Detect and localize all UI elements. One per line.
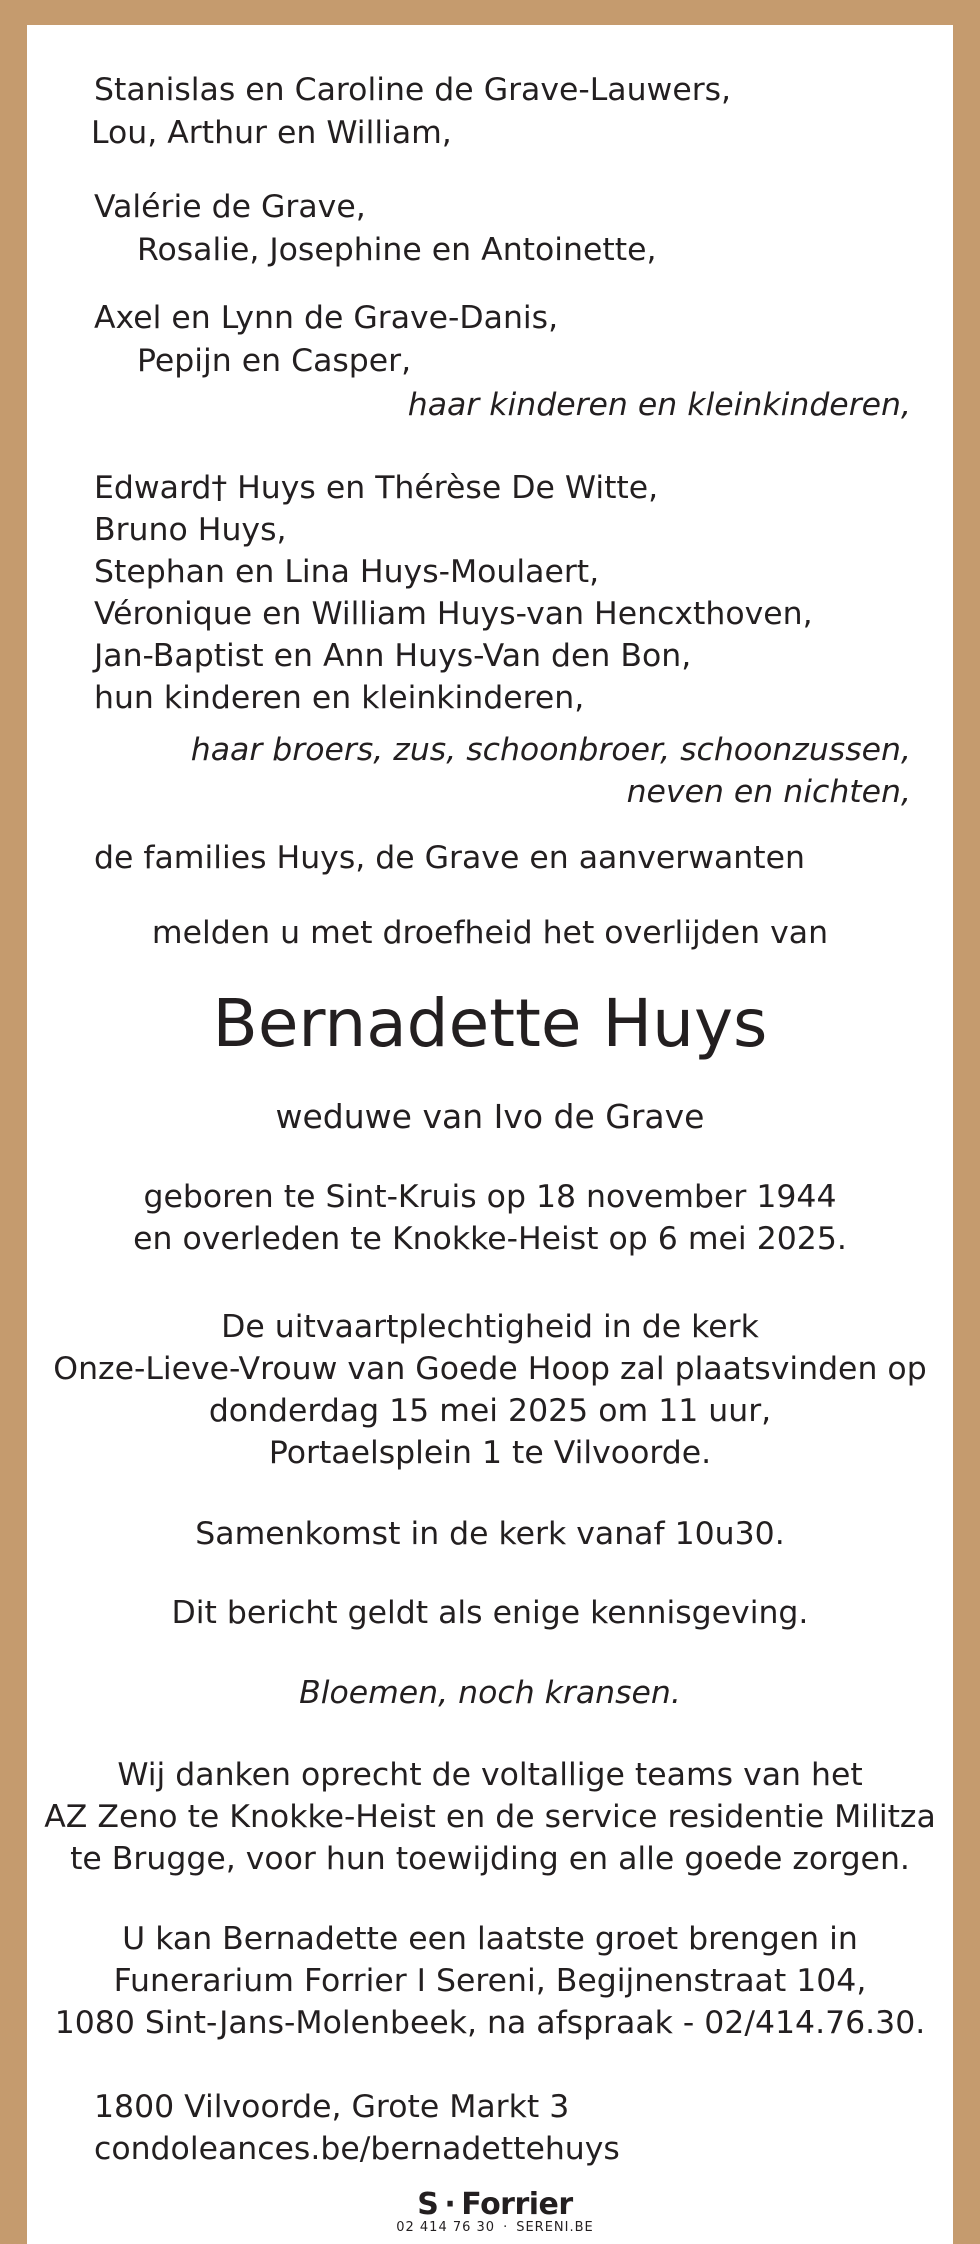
logo-phone: 02 414 76 30 <box>396 2220 496 2235</box>
siblings-caption: neven en nichten, <box>626 774 911 810</box>
announce-line: melden u met droefheid het overlijden van <box>151 915 829 951</box>
funeral-home-logo <box>317 2186 673 2244</box>
logo-wordmark <box>317 2187 673 2222</box>
logo-separator: · <box>503 2220 509 2235</box>
family-line: Stanislas en Caroline de Grave-Lauwers, <box>94 72 732 108</box>
sibling-line: Véronique en William Huys-van Hencxthoven, <box>94 596 813 632</box>
ceremony-line: Onze-Lieve-Vrouw van Goede Hoop zal plaatsvinden op <box>53 1351 927 1387</box>
obituary-card <box>27 25 953 2244</box>
deceased-name: Bernadette Huys <box>212 985 768 1062</box>
ceremony-line: donderdag 15 mei 2025 om 11 uur, <box>208 1393 772 1429</box>
logo-site: SERENI.BE <box>516 2220 594 2235</box>
visit-line: U kan Bernadette een laatste groet brengen in <box>122 1921 858 1957</box>
visit-line: 1080 Sint-Jans-Molenbeek, na afspraak - 02/414.76.30. <box>54 2005 926 2041</box>
condolence-link[interactable]: condoleances.be/bernadettehuys <box>94 2131 620 2167</box>
siblings-caption: haar broers, zus, schoonbroer, schoonzussen, <box>190 732 911 768</box>
sibling-line: Stephan en Lina Huys-Moulaert, <box>94 554 600 590</box>
logo-brand: Forrier <box>461 2187 573 2222</box>
families-line: de families Huys, de Grave en aanverwanten <box>94 840 805 876</box>
birth-line: geboren te Sint-Kruis op 18 november 1944 <box>143 1179 837 1215</box>
family-line: Valérie de Grave, <box>94 189 366 225</box>
ceremony-line: Portaelsplein 1 te Vilvoorde. <box>268 1435 712 1471</box>
family-line: Lou, Arthur en William, <box>91 115 452 151</box>
family-line: Axel en Lynn de Grave-Danis, <box>94 300 559 336</box>
flowers-line: Bloemen, noch kransen. <box>299 1675 681 1711</box>
logo-letter: S <box>417 2187 439 2222</box>
logo-contact <box>317 2220 673 2236</box>
death-line: en overleden te Knokke-Heist op 6 mei 2025. <box>133 1221 847 1257</box>
thanks-line: AZ Zeno te Knokke-Heist en de service residentie Militza <box>44 1799 936 1835</box>
sibling-line: hun kinderen en kleinkinderen, <box>94 680 585 716</box>
thanks-line: Wij danken oprecht de voltallige teams van het <box>117 1757 863 1793</box>
children-caption: haar kinderen en kleinkinderen, <box>407 387 911 423</box>
gathering-line: Samenkomst in de kerk vanaf 10u30. <box>195 1516 785 1552</box>
address-line: 1800 Vilvoorde, Grote Markt 3 <box>94 2089 570 2125</box>
sibling-line: Jan-Baptist en Ann Huys-Van den Bon, <box>94 638 692 674</box>
logo-dot: · <box>444 2187 456 2222</box>
sibling-line: Edward† Huys en Thérèse De Witte, <box>94 470 659 506</box>
family-line: Pepijn en Casper, <box>137 343 412 379</box>
widow-line: weduwe van Ivo de Grave <box>275 1097 705 1136</box>
sibling-line: Bruno Huys, <box>94 512 287 548</box>
thanks-line: te Brugge, voor hun toewijding en alle goede zorgen. <box>70 1841 910 1877</box>
visit-line: Funerarium Forrier I Sereni, Begijnenstraat 104, <box>113 1963 867 1999</box>
notice-line: Dit bericht geldt als enige kennisgeving. <box>171 1595 809 1631</box>
family-line: Rosalie, Josephine en Antoinette, <box>137 232 657 268</box>
ceremony-line: De uitvaartplechtigheid in de kerk <box>221 1309 759 1345</box>
